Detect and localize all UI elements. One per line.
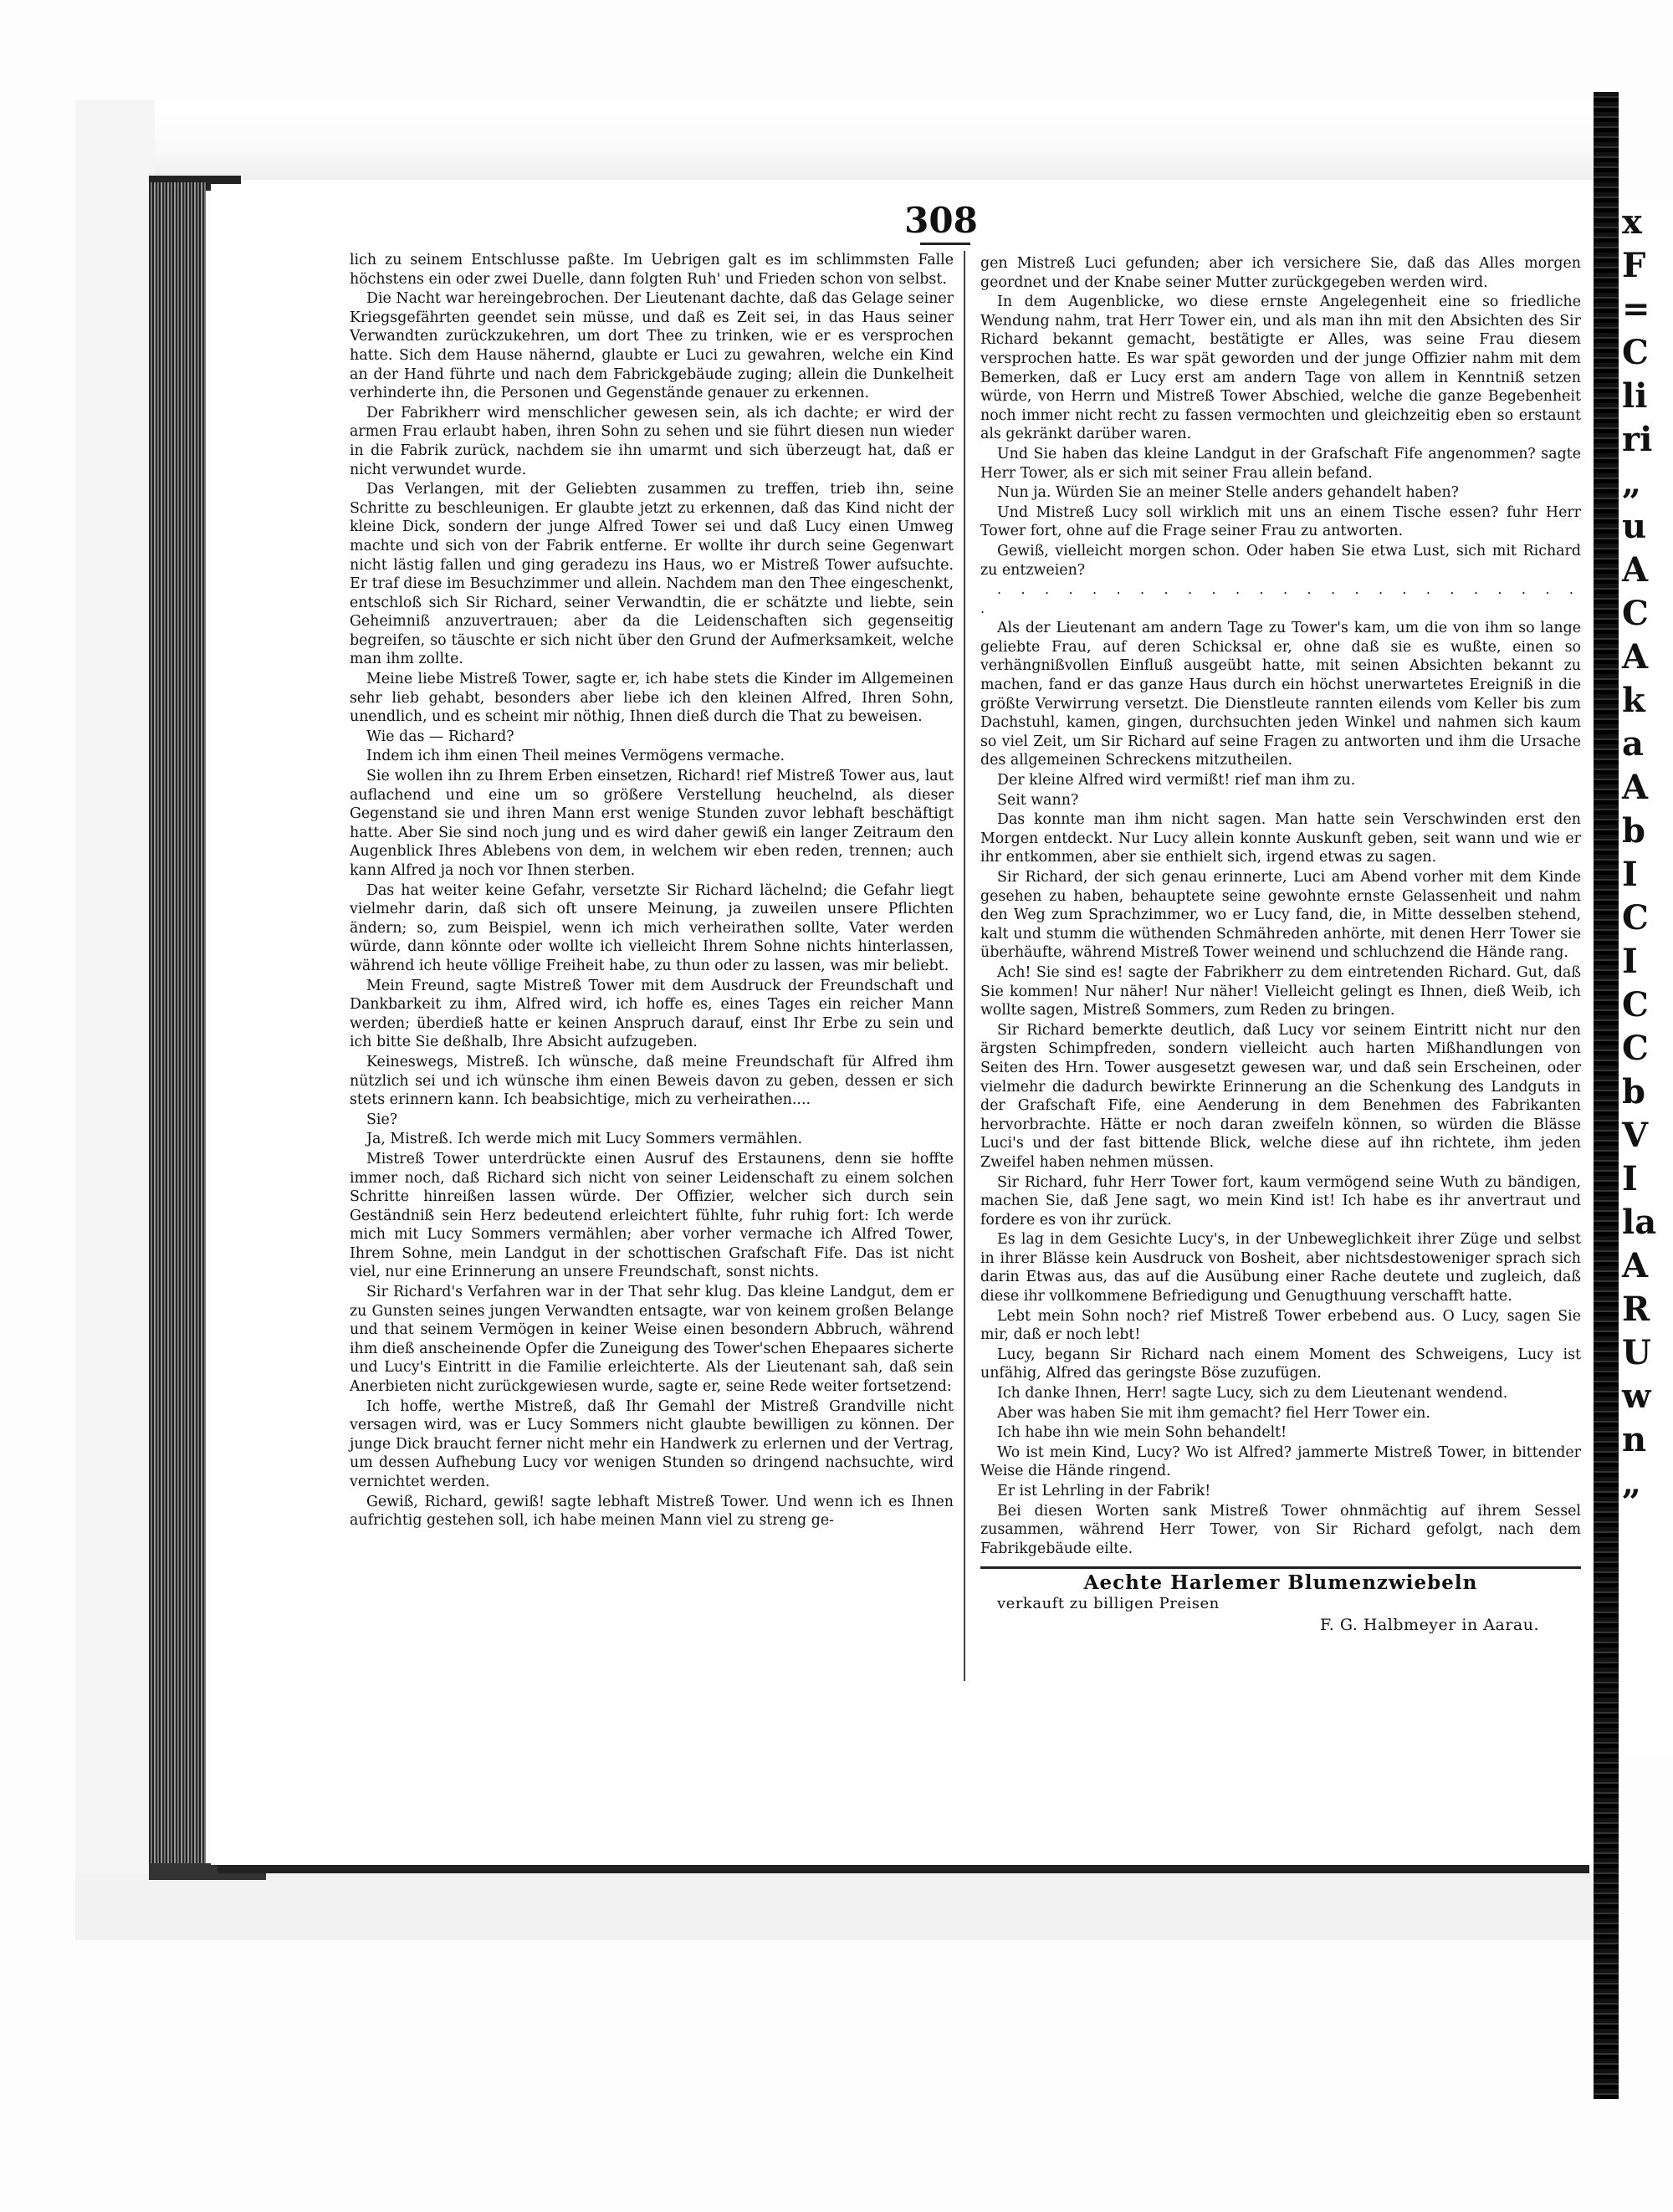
adjacent-page-letter: a — [1622, 724, 1644, 764]
paragraph: Sie? — [366, 1111, 398, 1128]
paragraph: Gewiß, Richard, gewiß! sagte lebhaft Mistreß Tower. Und wenn ich es Ihnen aufrichtig gestehen soll, ich habe meinen Mann viel zu streng ge- — [350, 1493, 954, 1530]
paragraph: gen Mistreß Luci gefunden; aber ich versichere Sie, daß das Alles morgen geordnet und der Knabe seiner Mutter zurückgegeben werden wird. — [980, 255, 1581, 291]
adjacent-page-letter: C — [1622, 898, 1649, 937]
paragraph: Lebt mein Sohn noch? rief Mistreß Tower erbebend aus. O Lucy, sagen Sie mir, daß er noch lebt! — [980, 1307, 1581, 1344]
adjacent-page-letter: ri — [1622, 420, 1653, 459]
right-column — [980, 254, 1581, 1634]
adjacent-page-letter: b — [1622, 811, 1645, 851]
paragraph: Sir Richard bemerkte deutlich, daß Lucy vor seinem Eintritt nicht nur den ärgsten Schimpfreden, sondern vielleicht auch harten Mißhandlungen von Seiten des Hrn. Tower ausgesetzt gewesen war, und daß sein Erscheinen, oder vielmehr die dadurch bewirkte Erinnerung an die Schenkung des Landguts in der Grafschaft Fife, eine Aenderung in dem Benehmen des Fabrikanten hervorbrachte. Hätte er noch daran zweifeln können, so würden die Blässe Luci's und der fast bittende Blick, welche diese auf ihn richtete, ihm jeden Zweifel haben nehmen müssen. — [980, 1021, 1581, 1171]
scan-top-margin — [75, 100, 1606, 180]
adjacent-page-letter: I — [1622, 942, 1638, 981]
paragraph: Und Sie haben das kleine Landgut in der Grafschaft Fife angenommen? sagte Herr Tower, als er sich mit seiner Frau allein befand. — [980, 445, 1581, 482]
adjacent-page-letter: U — [1622, 1333, 1651, 1372]
paragraph: Ach! Sie sind es! sagte der Fabrikherr zu dem eintretenden Richard. Gut, daß Sie kommen! Nur näher! Nur näher! Vielleicht gelingt es Ihnen, dieß Weib, ich wollte sagen, Mistreß Sommers, zum Reden zu bringen. — [980, 963, 1581, 1019]
adjacent-page-letter: w — [1622, 1377, 1651, 1416]
adjacent-page-letter: C — [1622, 985, 1649, 1024]
scan-left-margin — [75, 100, 155, 1923]
paragraph: Sir Richard, fuhr Herr Tower fort, kaum vermögend seine Wuth zu bändigen, machen Sie, daß Jene sagt, wo mein Kind ist! Ich habe es ihr anvertraut und fordere es von ihr zurück. — [980, 1173, 1581, 1229]
adjacent-page-letter: I — [1622, 1159, 1638, 1198]
paragraph: Wo ist mein Kind, Lucy? Wo ist Alfred? jammerte Mistreß Tower, in bittender Weise die Hände ringend. — [980, 1443, 1581, 1480]
paragraph: Bei diesen Worten sank Mistreß Tower ohnmächtig auf ihrem Sessel zusammen, während Herr Tower, von Sir Richard gefolgt, nach dem Fabrikgebäude eilte. — [980, 1502, 1581, 1557]
right-column-part-a — [980, 254, 1581, 580]
paragraph: Das konnte man ihm nicht sagen. Man hatte sein Verschwinden erst den Morgen entdeckt. Nur Lucy allein konnte Auskunft geben, seit wann und wie er ihr entkommen, aber sie enthielt sich, irgend etwas zu sagen. — [980, 811, 1581, 866]
paragraph: Der Fabrikherr wird menschlicher gewesen sein, als ich dachte; er wird der armen Frau erlaubt haben, ihren Sohn zu sehen und sie führt diesen nun wieder in die Fabrik zurück, nachdem sie ihn umarmt und sich überzeugt hat, daß er nicht verwundet wurde. — [350, 404, 954, 478]
paragraph: Gewiß, vielleicht morgen schon. Oder haben Sie etwa Lust, sich mit Richard zu entzweien? — [980, 542, 1581, 579]
adjacent-page-letter: V — [1622, 1116, 1649, 1155]
adjacent-page-letter: C — [1622, 1029, 1649, 1068]
paragraph: Die Nacht war hereingebrochen. Der Lieutenant dachte, daß das Gelage seiner Kriegsgefährten geendet sein müsse, und daß es Zeit sei, in das Haus seiner Verwandten zurückzukehren, um dort Thee zu trinken, wie er es versprochen hatte. Sich dem Hause nähernd, glaubte er Luci zu gewahren, welche ein Kind an der Hand führte und nach dem Fabrickgebäude zuging; allein die Dunkelheit verhinderte ihn, die Personen und Gegenstände genauer zu erkennen. — [350, 290, 954, 402]
paragraph: Und Mistreß Lucy soll wirklich mit uns an einem Tische essen? fuhr Herr Tower fort, ohne auf die Frage seiner Frau zu antworten. — [980, 503, 1581, 540]
paragraph: Ich danke Ihnen, Herr! sagte Lucy, sich zu dem Lieutenant wendend. — [997, 1385, 1508, 1402]
paragraph: Sir Richard's Verfahren war in der That sehr klug. Das kleine Landgut, dem er zu Gunsten seines jungen Verwandten entsagte, war von keinem großen Belange und that seinem Vermögen in keiner Weise einen besondern Abbruch, während ihm dieß anscheinende Opfer die Zuneigung des Tower'schen Ehepaares sicherte und Lucy's Eintritt in die Familie erleichterte. Als der Lieutenant sah, daß sein Anerbieten nicht zurückgewiesen wurde, sagte er, seine Rede weiter fortsetzend: — [350, 1284, 954, 1396]
adjacent-page-letter: „ — [1622, 1464, 1642, 1503]
paragraph: Aber was haben Sie mit ihm gemacht? fiel Herr Tower ein. — [997, 1404, 1430, 1422]
adjacent-page-letter: R — [1622, 1290, 1650, 1329]
paragraph: Er ist Lehrling in der Fabrik! — [997, 1483, 1211, 1499]
paragraph: Keineswegs, Mistreß. Ich wünsche, daß meine Freundschaft für Alfred ihm nützlich sei und ich wünsche ihm einen Beweis davon zu geben, dessen er sich stets erinnern kann. Ich beabsichtige, mich zu verheirathen.... — [350, 1053, 954, 1109]
advertisement-rule — [980, 1566, 1581, 1569]
left-column — [350, 251, 954, 1531]
adjacent-page-letter: = — [1622, 289, 1650, 329]
scan-bottom-margin — [75, 1873, 1598, 1940]
adjacent-page-letter: A — [1622, 768, 1649, 807]
paragraph: Als der Lieutenant am andern Tage zu Tower's kam, um die von ihm so lange geliebte Frau, auf deren Schicksal er, ohne daß sie es wußte, einen so verhängnißvollen Einfluß ausgeübt hatte, mit seinen Absichten bekannt zu machen, fand er das ganze Haus durch ein höchst unerwartetes Ereigniß in die größte Verwirrung versetzt. Die Dienstleute rannten eilends vom Keller bis zum Dachstuhl, kamen, gingen, durchsuchten jeden Winkel und nahmen sich kaum so viel Zeit, um Sir Richard auf seine Fragen zu antworten und ihm die Ursache des allgemeinen Schreckens mitzutheilen. — [980, 620, 1581, 769]
adjacent-page-letter: C — [1622, 594, 1649, 633]
paragraph: Das hat weiter keine Gefahr, versetzte Sir Richard lächelnd; die Gefahr liegt vielmehr darin, daß sich oft unsere Meinung, ja zuweilen unsere Pflichten ändern; so, zum Beispiel, wenn ich mich verheirathen sollte, Vater werden würde, dann könnte oder wollte ich vielleicht Ihrem Sohne nichts hinterlassen, während ich heute völlige Freiheit habe, zu thun oder zu lassen, was mir beliebt. — [350, 881, 954, 974]
paragraph: Sie wollen ihn zu Ihrem Erben einsetzen, Richard! rief Mistreß Tower aus, laut auflachend und eine um so größere Verstellung heuchelnd, als dieser Gegenstand sie und ihren Mann erst wenige Stunden zuvor lebhaft beschäftigt hatte. Aber Sie sind noch jung und es wird daher gewiß ein langer Zeitraum den Augenblick Ihres Ablebens von dem, in welchem wir eben reden, trennen; auch kann Alfred ja noch vor Ihnen sterben. — [350, 768, 954, 879]
paragraph: In dem Augenblicke, wo diese ernste Angelegenheit eine so friedliche Wendung nahm, trat Herr Tower ein, und als man ihn mit den Absichten des Sir Richard bekannt gemacht, bestätigte er Alles, was seine Frau diesem versprochen hatte. Es war spät geworden und der junge Offizier nahm mit dem Bemerken, daß er Lucy erst am andern Tage von allem in Kenntniß setzen würde, von Herrn und Mistreß Tower Abschied, welche die ganze Begebenheit noch immer nicht recht zu fassen vermochten und gleichzeitig eben so erstaunt als gekränkt darüber waren. — [980, 294, 1581, 443]
paragraph: lich zu seinem Entschlusse paßte. Im Uebrigen galt es im schlimmsten Falle höchstens ein oder zwei Duelle, dann folgten Ruh' und Frieden schon von selbst. — [350, 252, 954, 288]
paragraph: Sir Richard, der sich genau erinnerte, Luci am Abend vorher mit dem Kinde gesehen zu haben, behauptete seine gewohnte ernste Gelassenheit und nahm den Weg zum Sprachzimmer, wo er Lucy fand, die, in Mitte desselben stehend, kalt und stumm die wüthenden Schmähreden anhörte, mit denen Herr Tower sie überhäufte, während Mistreß Tower weinend und schluchzend die Hände rang. — [980, 869, 1581, 962]
paragraph: Indem ich ihm einen Theil meines Vermögens vermache. — [366, 748, 785, 765]
paragraph: Meine liebe Mistreß Tower, sagte er, ich habe stets die Kinder im Allgemeinen sehr lieb gehabt, besonders aber liebe ich den kleinen Alfred, Ihren Sohn, unendlich, und es scheint mir nöthig, Ihnen dieß durch die That zu beweisen. — [350, 671, 954, 726]
page-number: 308 — [904, 200, 978, 241]
paragraph: Ja, Mistreß. Ich werde mich mit Lucy Sommers vermählen. — [366, 1131, 803, 1148]
paragraph: Der kleine Alfred wird vermißt! rief man ihm zu. — [997, 772, 1356, 789]
paragraph: Ich habe ihn wie mein Sohn behandelt! — [997, 1424, 1287, 1442]
section-break-dots: . . . . . . . . . . . . . . . . . . . . . . . . . . — [980, 581, 1581, 616]
adjacent-page-letter: u — [1622, 507, 1647, 546]
adjacent-page-letter: b — [1622, 1072, 1645, 1111]
advertisement-title: Aechte Harlemer Blumenzwiebeln — [1083, 1571, 1478, 1595]
adjacent-page-letter: la — [1622, 1203, 1657, 1242]
page-number-rule — [920, 243, 970, 245]
adjacent-page-letter: k — [1622, 681, 1645, 720]
column-divider — [964, 251, 965, 1681]
paragraph: Seit wann? — [997, 791, 1079, 809]
paragraph: Wie das — Richard? — [366, 728, 514, 745]
adjacent-page-letter: I — [1622, 855, 1638, 894]
paragraph: Mein Freund, sagte Mistreß Tower mit dem Ausdruck der Freundschaft und Dankbarkeit zu ihm, Alfred wird, ich hoffe es, eines Tages ein reicher Mann werden; überdieß hatte er keinen Anspruch darauf, einst Ihr Erbe zu sein und ich bitte Sie deßhalb, Ihre Absicht aufzugeben. — [350, 977, 954, 1051]
paragraph: Mistreß Tower unterdrückte einen Ausruf des Erstaunens, denn sie hoffte immer noch, daß Richard sich nicht von seiner Leidenschaft zu einem solchen Schritte hinreißen lassen würde. Der Offizier, welcher sich durch sein Geständniß sein Herz bedeutend erleichtert fühlte, fuhr ruhig fort: Ich werde mich mit Lucy Sommers vermählen; aber vorher vermache ich Alfred Tower, Ihrem Sohne, mein Landgut in der schottischen Grafschaft Fife. Das ist nicht viel, nur eine Erinnerung an unsere Freundschaft, sonst nichts. — [350, 1150, 954, 1281]
right-column-part-b — [980, 619, 1581, 1558]
advertisement — [980, 1571, 1581, 1634]
paragraph: Das Verlangen, mit der Geliebten zusammen zu treffen, trieb ihn, seine Schritte zu beschleunigen. Er glaubte jetzt zu erkennen, daß das Kind nicht der kleine Dick, sondern der junge Alfred Tower sei und daß Lucy einen Umweg machte und sich von der Fabrik entferne. Er wollte ihr durch seine Gegenwart nicht lästig fallen und ging geradezu ins Haus, wo er Mistreß Tower aufsuchte. Er traf diese im Besuchzimmer und allein. Nachdem man den Thee eingeschenkt, entschloß sich Sir Richard, seiner Verwandtin, die er schätzte und liebte, sein Geheimniß anzuvertrauen; aber da die Leidenschaften sich gegenseitig begreifen, so täuschte er sich nicht über den Grund der Aufmerksamkeit, welche man ihm zollte. — [350, 481, 954, 668]
adjacent-page-letter: n — [1622, 1420, 1647, 1459]
advertisement-signature: F. G. Halbmeyer in Aarau. — [1320, 1615, 1539, 1634]
adjacent-page-letter: A — [1622, 637, 1649, 677]
gutter-shadow — [1594, 92, 1619, 2099]
adjacent-page-letter: C — [1622, 333, 1649, 372]
paragraph: Es lag in dem Gesichte Lucy's, in der Unbeweglichkeit ihrer Züge und selbst in ihrer Blässe kein Ausdruck von Bosheit, aber nichtsdestoweniger sprach sich darin Etwas aus, das auf die Ausübung einer Rache deutete und zugleich, daß diese ihr vollkommene Befriedigung und Genugthuung verschafft hatte. — [980, 1231, 1581, 1305]
adjacent-page-letter: A — [1622, 1246, 1649, 1285]
adjacent-page-fragment — [1619, 201, 1673, 1756]
page-bottom-shadow — [217, 1865, 1589, 1873]
paragraph: Nun ja. Würden Sie an meiner Stelle anders gehandelt haben? — [997, 484, 1459, 502]
adjacent-page-letter: A — [1622, 550, 1649, 590]
advertisement-subtitle: verkauft zu billigen Preisen — [997, 1594, 1220, 1612]
adjacent-page-letter: x — [1622, 202, 1642, 242]
adjacent-page-letter: F — [1622, 246, 1646, 285]
paragraph: Lucy, begann Sir Richard nach einem Moment des Schweigens, Lucy ist unfähig, Alfred das geringste Böse zuzufügen. — [980, 1346, 1581, 1382]
book-page-edges — [149, 182, 206, 1863]
adjacent-page-letter: „ — [1622, 463, 1642, 503]
paragraph: Ich hoffe, werthe Mistreß, daß Ihr Gemahl der Mistreß Grandville nicht versagen wird, was er Lucy Sommers nicht glaubte bewilligen zu können. Der junge Dick braucht ferner nicht mehr ein Handwerk zu erlernen und der Vertrag, um dessen Aufhebung Lucy vor wenigen Stunden so dringend nachsuchte, wird vernichtet werden. — [350, 1397, 954, 1490]
adjacent-page-letter: li — [1622, 376, 1648, 416]
